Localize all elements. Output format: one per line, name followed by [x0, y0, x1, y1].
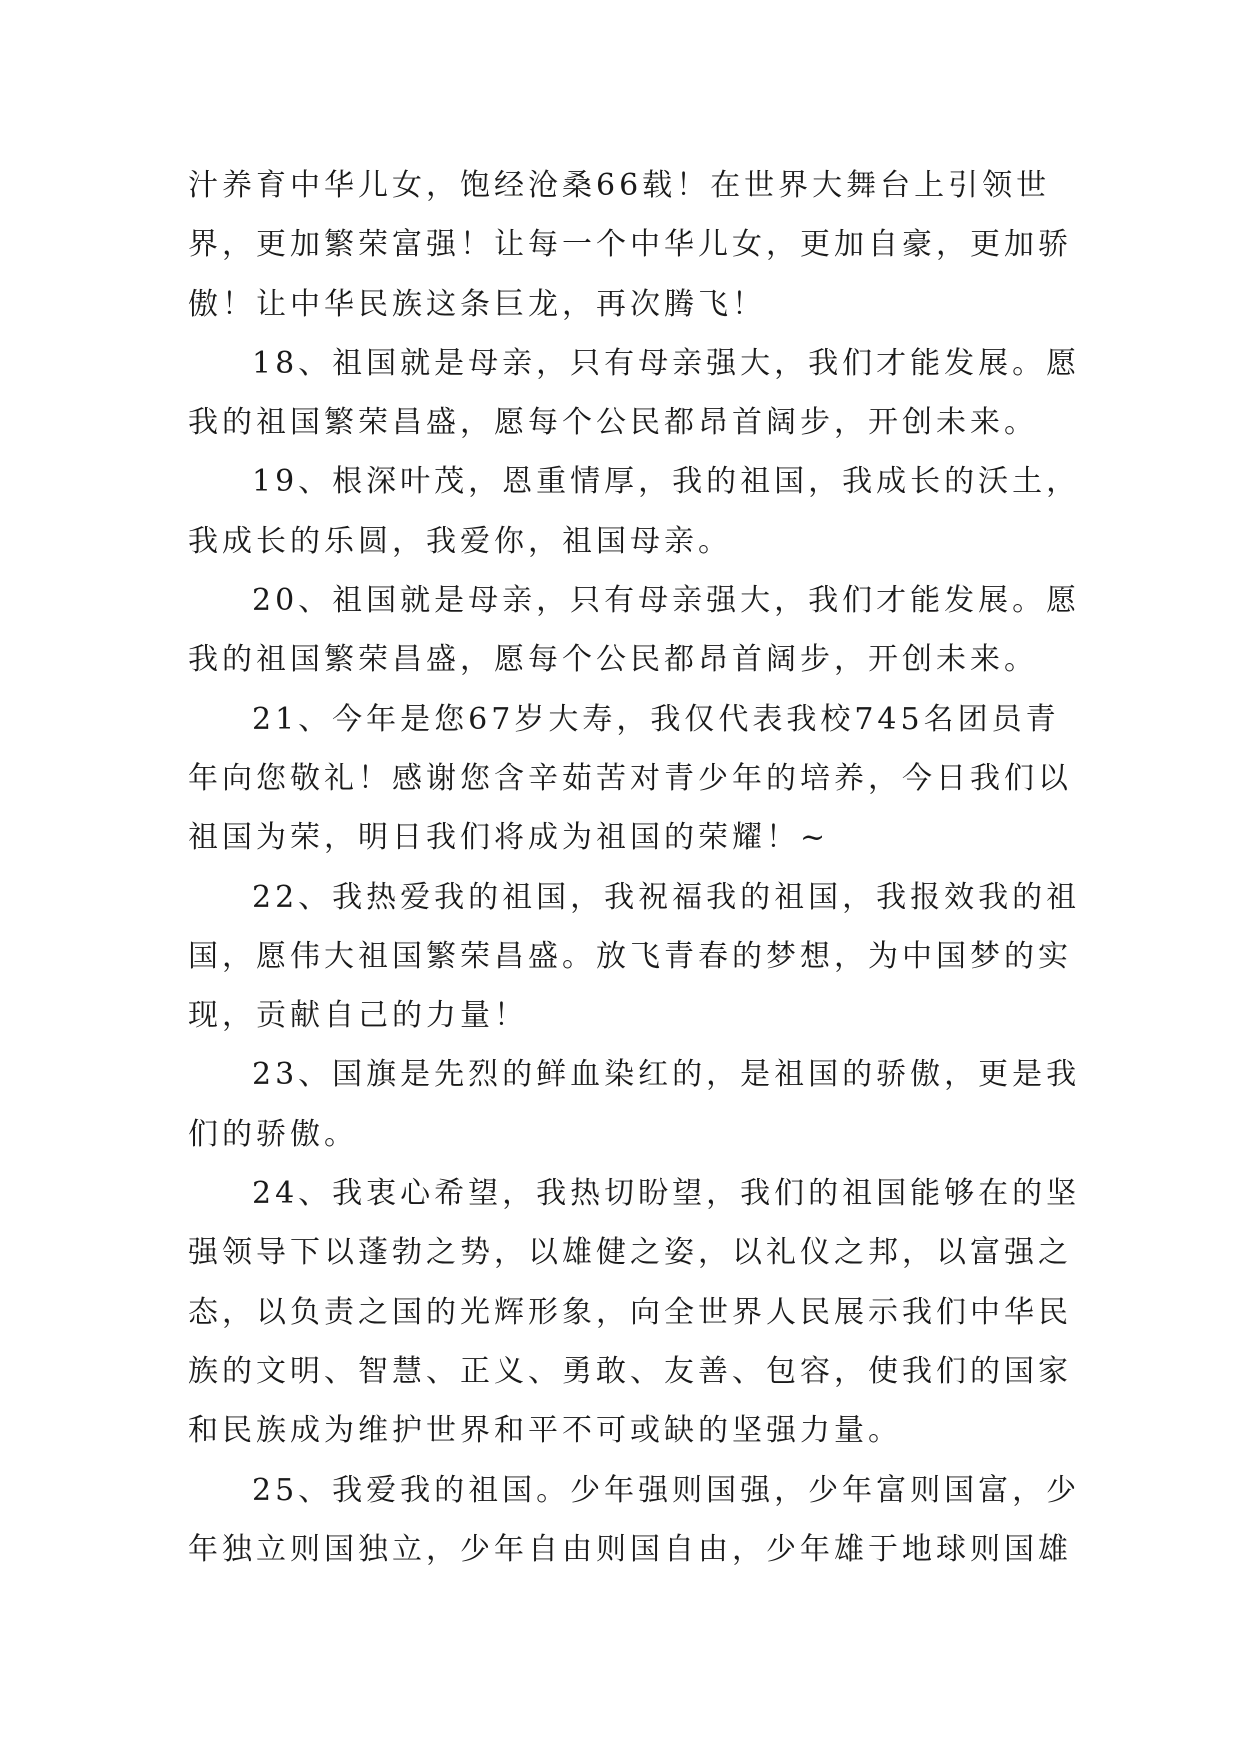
text-line: 汁养育中华儿女，饱经沧桑66载！在世界大舞台上引领世: [188, 168, 1051, 203]
paragraph-19: [188, 452, 1081, 571]
text-line: 20、祖国就是母亲，只有母亲强大，我们才能发展。愿: [252, 583, 1081, 619]
paragraph-24: [188, 1164, 1081, 1460]
text-line: 界，更加繁荣富强！让每一个中华儿女，更加自豪，更加骄: [188, 227, 1072, 263]
paragraph-20: [188, 571, 1081, 690]
paragraph-21: [188, 690, 1072, 868]
document-body: [188, 156, 1081, 1579]
text-line: 19、根深叶茂，恩重情厚，我的祖国，我成长的沃土，: [252, 464, 1081, 500]
paragraph-22: [188, 868, 1081, 1046]
text-line: 我的祖国繁荣昌盛，愿每个公民都昂首阔步，开创未来。: [188, 405, 1038, 441]
text-line: 21、今年是您67岁大寿，我仅代表我校745名团员青: [252, 701, 1060, 737]
text-line: 我成长的乐圆，我爱你，祖国母亲。: [188, 523, 732, 559]
text-line: 们的骄傲。: [188, 1116, 358, 1152]
paragraph-23: [188, 1045, 1081, 1164]
text-line: 祖国为荣，明日我们将成为祖国的荣耀！~: [188, 820, 830, 856]
text-line: 国，愿伟大祖国繁荣昌盛。放飞青春的梦想，为中国梦的实: [188, 938, 1072, 974]
text-line: 18、祖国就是母亲，只有母亲强大，我们才能发展。愿: [252, 345, 1081, 381]
paragraph-18: [188, 334, 1081, 453]
text-line: 年向您敬礼！感谢您含辛茹苦对青少年的培养，今日我们以: [188, 760, 1072, 796]
text-line: 态，以负责之国的光辉形象，向全世界人民展示我们中华民: [188, 1294, 1072, 1330]
text-line: 傲！让中华民族这条巨龙，再次腾飞！: [188, 286, 766, 322]
text-line: 现，贡献自己的力量！: [188, 998, 528, 1034]
text-line: 族的文明、智慧、正义、勇敢、友善、包容，使我们的国家: [188, 1353, 1072, 1389]
text-line: 24、我衷心希望，我热切盼望，我们的祖国能够在的坚: [252, 1176, 1081, 1212]
text-line: 强领导下以蓬勃之势，以雄健之姿，以礼仪之邦，以富强之: [188, 1235, 1072, 1271]
paragraph-continuation: [188, 156, 1072, 334]
text-line: 我的祖国繁荣昌盛，愿每个公民都昂首阔步，开创未来。: [188, 642, 1038, 678]
text-line: 22、我热爱我的祖国，我祝福我的祖国，我报效我的祖: [252, 879, 1081, 915]
paragraph-25: [188, 1461, 1081, 1580]
text-line: 年独立则国独立，少年自由则国自由，少年雄于地球则国雄: [188, 1531, 1072, 1567]
text-line: 23、国旗是先烈的鲜血染红的，是祖国的骄傲，更是我: [252, 1057, 1081, 1093]
text-line: 和民族成为维护世界和平不可或缺的坚强力量。: [188, 1413, 902, 1449]
text-line: 25、我爱我的祖国。少年强则国强，少年富则国富，少: [252, 1472, 1081, 1508]
